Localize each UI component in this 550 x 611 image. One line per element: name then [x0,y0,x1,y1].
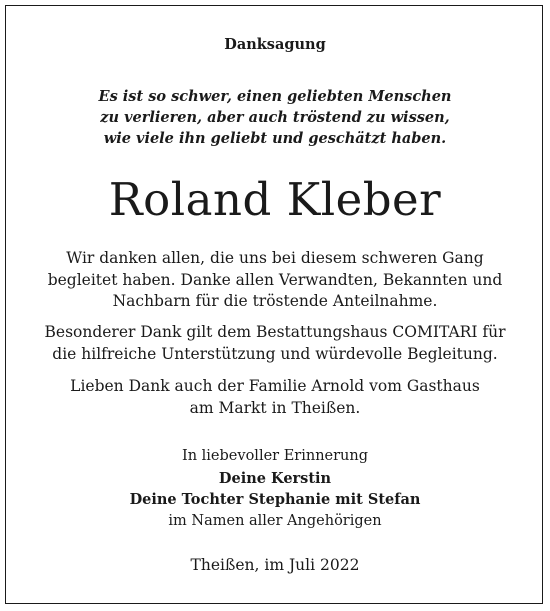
thanks-paragraph-general [0,248,550,313]
quote-line: zu verlieren, aber auch tröstend zu wissen, [100,109,450,126]
paragraph-line: Nachbarn für die tröstende Anteilnahme. [112,292,438,310]
place-and-date: Theißen, im Juli 2022 [190,556,360,574]
signer-name: Deine Kerstin [218,469,332,487]
signer-name: Deine Tochter Stephanie mit Stefan [129,491,421,508]
thanks-paragraph-funeral-home [0,322,550,365]
quote-line: wie viele ihn geliebt und geschätzt haben. [103,130,447,147]
notice-heading: Danksagung [224,36,326,53]
deceased-name: Roland Kleber [108,173,442,226]
paragraph-line: Wir danken allen, die uns bei diesem schweren Gang [66,249,484,267]
closing-outro: im Namen aller Angehörigen [168,512,382,529]
paragraph-line: Lieben Dank auch der Familie Arnold vom Gasthaus [70,377,480,395]
paragraph-line: begleitet haben. Danke allen Verwandten, Bekannten und [47,270,503,289]
paragraph-line: am Markt in Theißen. [189,398,361,417]
paragraph-line: Besonderer Dank gilt dem Bestattungshaus COMITARI für [44,323,506,341]
closing-signature [0,446,550,532]
memorial-quote [0,86,550,149]
thanks-paragraph-family [0,376,550,419]
paragraph-line: die hilfreiche Unterstützung und würdevolle Begleitung. [52,344,498,363]
quote-line: Es ist so schwer, einen geliebten Menschen [98,88,452,105]
closing-intro: In liebevoller Erinnerung [181,448,368,464]
